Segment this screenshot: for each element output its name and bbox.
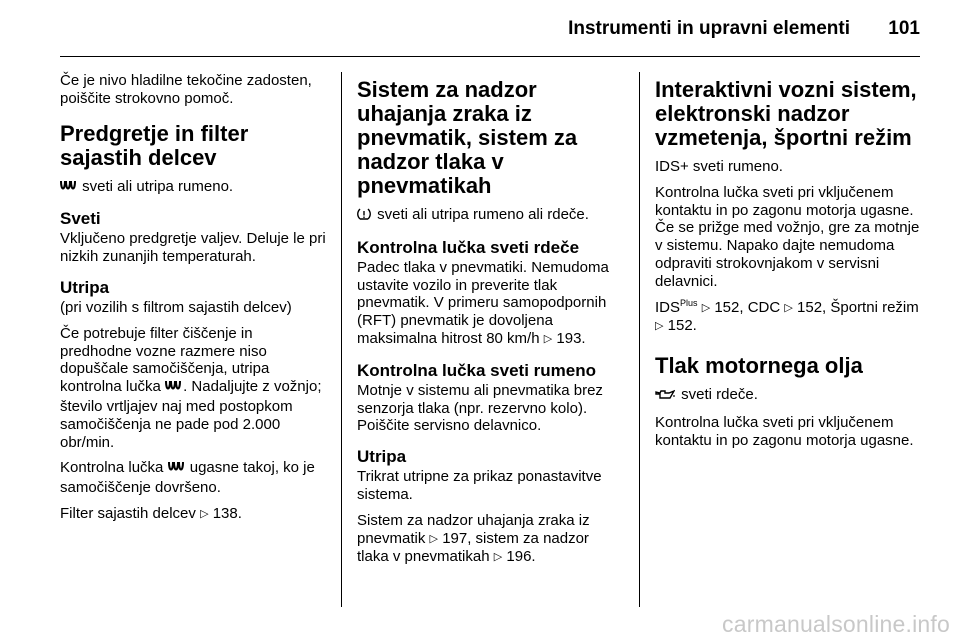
utripa-text-2b: . Nadaljujte z vožnjo; število vrtljajev naj med postopkom samočiščenja ne pade pod 2.000 obr/min. [60,378,322,451]
tire-pressure-icon [357,207,371,226]
heading-yellow: Kontrolna lučka sveti rumeno [357,360,596,380]
coolant-intro: Če je nivo hladilne tekočine zadosten, poiščite strokovno pomoč. [60,72,312,107]
yellow-text: Motnje v sistemu ali pnevmatika brez senzorja tlaka (npr. rezervno kolo). Poiščite servisno delavnico. [357,381,603,435]
filter-label: Filter sajastih delcev [60,504,196,522]
red-text-body: Padec tlaka v pnevmatiki. Nemudoma ustavite vozilo in preverite tlak pnevmatik. V primeru samopodpornih (RFT) pnevmatik je dovoljena maksimalna hitrost 80 km/h [357,258,609,347]
lucka-text-b: ugasne takoj, ko je samočiščenje dovršeno. [60,459,315,497]
ids-page-ref-2[interactable]: 152, Športni režim [797,298,919,316]
heading-preglow: Predgretje in filter sajastih delcev [60,120,249,170]
heading-tpms: Sistem za nadzor uhajanja zraka iz pnevmatik, sistem za nadzor tlaka v pnevmatikah [357,77,578,198]
ids-page-ref-3[interactable]: 152. [667,317,697,335]
heading-utripa: Utripa [357,447,407,467]
column-3 [655,72,921,458]
ids-label: IDS [655,298,681,316]
heading-ids: Interaktivni vozni sistem, elektronski nadzor vzmetenja, športni režim [655,77,917,150]
sys-page-ref-2[interactable]: 196. [506,548,536,566]
preglow-coil-icon [168,460,184,479]
page-ref-arrow-icon: ▷ [701,301,711,314]
preglow-coil-icon [165,379,181,398]
heading-red: Kontrolna lučka sveti rdeče [357,237,580,257]
page-ref-arrow-icon: ▷ [543,332,553,345]
page-ref-arrow-icon: ▷ [493,551,503,564]
header-title: Instrumenti in upravni elementi [568,18,850,39]
column-divider [341,72,342,607]
utripa-text-2 [60,325,326,452]
red-page-ref[interactable]: 193. [556,329,586,347]
sveti-text: Vključeno predgretje valjev. Deluje le pri nizkih zunanjih temperaturah. [60,230,326,266]
column-divider [639,72,640,607]
header-rule [60,56,920,57]
lucka-text [60,459,326,497]
heading-utripa: Utripa [60,277,110,297]
column-1 [60,72,326,532]
sys-text [357,512,622,567]
preglow-status: sveti ali utripa rumeno. [82,177,234,195]
ids-refs [655,299,921,337]
oil-text-1 [655,386,921,406]
utripa-text-2a: Če potrebuje filter čiščenje in predhodne vozne razmere niso dopuščale samočiščenja, utripa kontrolna lučka [60,324,270,396]
lucka-text-a: Kontrolna lučka [60,459,164,477]
utripa-text-1: (pri vozilih s filtrom sajastih delcev) [60,298,292,316]
red-text [357,259,622,349]
column-2 [357,72,622,575]
page-number: 101 [888,18,920,39]
oil-status: sveti rdeče. [681,386,758,404]
oil-text-2: Kontrolna lučka sveti pri vključenem kontaktu in po zagonu motorja ugasne. [655,413,914,449]
heading-sveti: Sveti [60,209,101,229]
tpms-text [357,206,622,226]
tpms-status: sveti ali utripa rumeno ali rdeče. [377,206,589,223]
utripa-text: Trikrat utripne za prikaz ponastavitve sistema. [357,468,602,503]
page-ref-arrow-icon: ▷ [200,507,209,520]
page-ref-arrow-icon: ▷ [429,532,439,545]
preglow-text [60,178,326,198]
preglow-coil-icon [60,179,76,198]
ids-text-1: IDS+ sveti rumeno. [655,158,783,175]
oil-can-icon [655,388,675,406]
sys-text-a: Sistem za nadzor uhajanja zraka iz pnevmatik [357,511,590,547]
page-header [60,0,920,57]
sys-page-ref-1[interactable]: 197, sistem za nadzor tlaka v pnevmatikah [357,529,589,566]
filter-text [60,505,326,524]
filter-page-ref[interactable]: 138. [212,504,242,522]
ids-page-ref-1[interactable]: 152, CDC [714,298,781,316]
page-ref-arrow-icon: ▷ [784,301,793,314]
watermark: carmanualsonline.info [722,611,950,637]
heading-oil: Tlak motornega olja [655,353,863,379]
ids-plus-sup: Plus [680,297,698,308]
ids-text-2: Kontrolna lučka sveti pri vključenem kontaktu in po zagonu motorja ugasne. Če se prižge med vožnjo, gre za motnje v sistemu. Napako dajte nemudoma odpraviti strokovnjakom v servisni delavnici. [655,183,920,290]
page-ref-arrow-icon: ▷ [655,320,664,333]
